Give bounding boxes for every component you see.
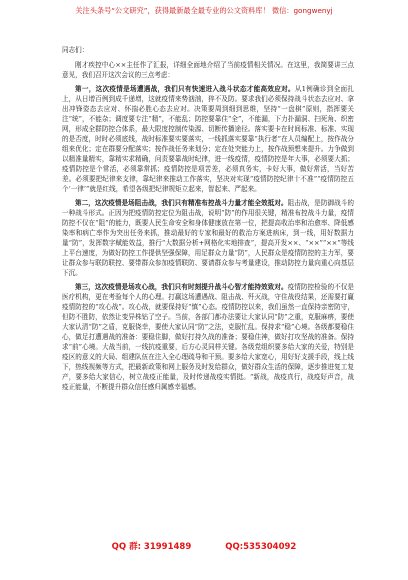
section-3-paragraph: [62, 282, 354, 392]
top-promo-banner: [0, 6, 408, 16]
salutation: 同志们：: [62, 46, 89, 54]
footer-qq: QQ:535304092: [225, 542, 297, 552]
section-2-paragraph: [62, 198, 354, 278]
intro-paragraph: 刚才疾控中心××主任作了汇报，详细全面地介绍了当前疫情相关情况。在这里，我简要讲三点意见，我们召开这次会议的三点考虑：: [62, 61, 354, 79]
footer-contact: [0, 540, 408, 552]
section-2-heading: 第二，这次疫情是场阻击战，我们只有精准布控战斗力量才能全效抵对。: [75, 199, 288, 207]
document-body: [62, 45, 354, 396]
section-2-body: 阻击战，是防御战斗的一种战斗形式。正因为把疫情防控定位为阻击战，说明“防”的作用很关键，精准布控战斗力量，疫情防控不仅在“阻”的能力，既要人民生命安全和身体健康放在第一位，把提高收治率和治愈率、降低感染率和病亡率作为突出任务来抓，推动最好的专家和最好的救治方案进病床，到一线，用好数据力量“防”，发挥数字赋能效益，推行“大数据分析+网格化实地排查”，提高开发××、“××”“××”等线上平台速度，为做好防控工作提供坚强保障，用足群众力量“防”，人民群众是疫情防控的主力军，要让群众参与联防联控、要带群众参加疫情联防、要请群众参与考量建设，推动防控力量向重心向基层下沉。: [62, 199, 354, 277]
section-1-heading: 第一，这次疫情是场遭遇战，我们只有快速进入战斗状态才能高效应对。: [75, 85, 295, 93]
section-3-heading: 第三，这次疫情是场攻心战，我们只有时刻提升战斗心智才能持效致对。: [75, 283, 288, 291]
section-1-body: 从1例确诊到全面扎上，从日增百例到成千递增，这就疫情来势汹汹，猝不及防。要求我们必须保持战斗状态去应对、拿出冲锋姿态去应对、怀揣必胜心态去应对。决策要周到细到思维，坚持“一盘棋”原则，指挥要关注“统”，不能杂；调度要专注“精”，不能乱；防控要靠住“全”，不能漏，下力扑漏洞、扫死角、织密网，形成全群防控合体系，最大限度控制传染源、切断传播途径。落实要卡在时间标准、标准、实现的是否度，时时必须底线，战时标准要实要落实，一线抓落实要靠“执行者”在人员编配上，按作战分组来优化；定在群要分配落实；按作战任务来划分；定在处突能力上，按作战预想来提升。力争做到以精准量精实，靠精实求精确，问责要靠战时纪律，进一线疫情，疫情防控是年大事，必须要大抓；疫情防控是个常活，必须靠常抓；疫情防控是项苦差，必须真务实，卡好大事，做好常活，当好苦差。必须要把纪律来支律，靠纪律来推动工作落实，坚决对实现“疫情防控纪律十不准”“疫情防控五个‘一律’”就是红线，希望各级把纪律规矩立起来，智起来、严起来。: [62, 85, 354, 193]
section-3-body: 疫情防控检验的不仅是医疗机构，更在考验每个人的心理。打赢这场遭遇战、阻击战、歼灭战，守住战役结果，还需要打赢疫情防控的“攻心战”。攻心战，就要保持好“慎”心态。疫情防控以来，我们虽然一直保持亲密防守，但防不胜防，依然让变异株钻了空子。当前，各部门都办法要让大家认同“防”之重，克服麻痹，要使大家认清“防”之盾，克服侥幸，要使大家认同“防”之法，克服忙乱。保持求“稳”心境。各级都要稳住心，做足打遭遇战的准备：要稳住脚，做好打持久战的准备；要稳住神，做好打攻坚战的准备。保持求“前”心境。大战当前，一线抗疫重要，后方心灵同样关键。各级党组织要多给大家的关爱，特别是疫区的意义的大局、组建队伍在注入全心理疏导和干预。要多给大家宽心，用好好支援手段，线上线下，热线视频等方式，把最新政策和网上服务及时发给群众，做好群众生活的保障，逐步推进复工复产，要多给大家信心，树立战疫正能量，及时传递战疫实情挺。“新战，战疫真行，战疫好声音，战疫正能量，不断提升群众信任感归属感幸福感。: [62, 283, 354, 391]
footer-qq-group: QQ 群: 31991489: [111, 542, 192, 552]
section-1-paragraph: [62, 84, 354, 194]
banner-text: 关注头条号“公文研究”，获得最新最全最专业的公文资料库！ 微信：gongwenyj: [75, 6, 333, 15]
